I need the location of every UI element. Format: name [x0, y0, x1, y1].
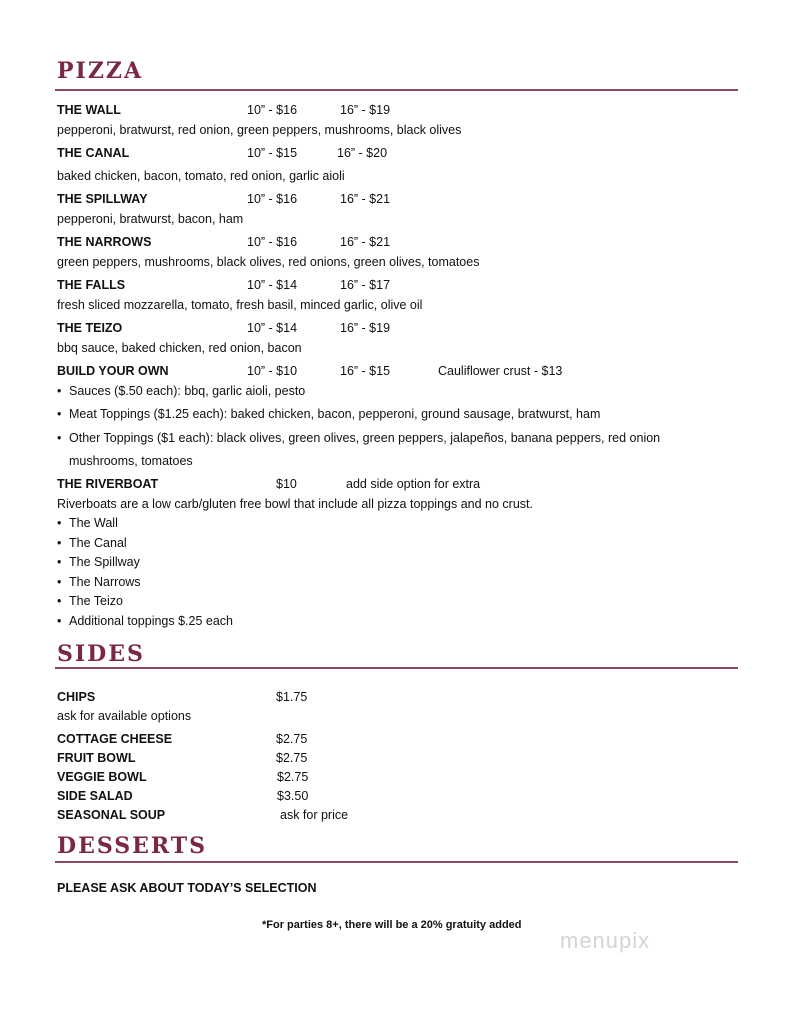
menu-item-name: SEASONAL SOUP	[57, 808, 166, 822]
menu-item-price: $10	[276, 477, 297, 491]
menu-item-price: $1.75	[276, 690, 308, 704]
menu-item-name: BUILD YOUR OWN	[57, 364, 169, 378]
list-item: • The Teizo	[57, 594, 123, 608]
price-16-inch: 16” - $19	[340, 321, 391, 335]
menu-item-name: THE FALLS	[57, 278, 126, 292]
list-item: • The Narrows	[57, 575, 141, 589]
bullet-icon: •	[57, 384, 62, 398]
desserts-note: PLEASE ASK ABOUT TODAY’S SELECTION	[57, 881, 317, 895]
menu-item-description: pepperoni, bratwurst, red onion, green peppers, mushrooms, black olives	[57, 123, 462, 137]
menu-item-price: $2.75	[277, 770, 309, 784]
pizza-heading: PIZZA	[57, 58, 144, 84]
menu-item-name: VEGGIE BOWL	[57, 770, 147, 784]
menu-item-name: THE NARROWS	[57, 235, 152, 249]
menu-item-description: pepperoni, bratwurst, bacon, ham	[57, 212, 244, 226]
menu-item-description: fresh sliced mozzarella, tomato, fresh basil, minced garlic, olive oil	[57, 298, 423, 312]
list-item: • Other Toppings ($1 each): black olives, green olives, green peppers, jalapeños, banana peppers, red onion	[57, 431, 661, 445]
menu-item-name: THE CANAL	[57, 146, 130, 160]
price-cauliflower-crust: Cauliflower crust - $13	[438, 364, 563, 378]
bullet-icon: •	[57, 614, 62, 628]
price-16-inch: 16” - $19	[340, 103, 391, 117]
desserts-heading: DESSERTS	[57, 833, 208, 859]
price-10-inch: 10” - $10	[247, 364, 298, 378]
menu-item-price: $2.75	[276, 732, 308, 746]
menu-item-name: FRUIT BOWL	[57, 751, 136, 765]
sides-heading: SIDES	[57, 641, 145, 667]
sides-divider	[55, 667, 738, 669]
price-16-inch: 16” - $17	[340, 278, 391, 292]
price-16-inch: 16” - $21	[340, 235, 391, 249]
price-10-inch: 10” - $16	[247, 103, 298, 117]
list-item: • The Wall	[57, 516, 118, 530]
bullet-icon: •	[57, 431, 62, 445]
menu-item-description: Riverboats are a low carb/gluten free bowl that include all pizza toppings and no crust.	[57, 497, 533, 511]
bullet-icon: •	[57, 407, 62, 421]
menu-item-price: ask for price	[280, 808, 349, 822]
menu-item-price: $3.50	[277, 789, 309, 803]
menu-item-description: ask for available options	[57, 709, 192, 723]
menu-item-name: THE WALL	[57, 103, 121, 117]
list-item: • Meat Toppings ($1.25 each): baked chicken, bacon, pepperoni, ground sausage, bratwurst, ham	[57, 407, 601, 421]
gratuity-note: *For parties 8+, there will be a 20% gratuity added	[262, 919, 522, 931]
menu-item-description: baked chicken, bacon, tomato, red onion, garlic aioli	[57, 169, 345, 183]
list-item: • Sauces ($.50 each): bbq, garlic aioli, pesto	[57, 384, 306, 398]
menupix-watermark: menupix	[560, 928, 651, 953]
menu-item-name: THE RIVERBOAT	[57, 477, 159, 491]
menu-item-name: SIDE SALAD	[57, 789, 133, 803]
menu-item-name: CHIPS	[57, 690, 96, 704]
price-16-inch: 16” - $21	[340, 192, 391, 206]
menu-item-name: THE SPILLWAY	[57, 192, 148, 206]
price-10-inch: 10” - $16	[247, 235, 298, 249]
side-option-note: add side option for extra	[346, 477, 481, 491]
list-item-continuation: mushrooms, tomatoes	[69, 454, 193, 468]
price-10-inch: 10” - $14	[247, 321, 298, 335]
list-item: • Additional toppings $.25 each	[57, 614, 234, 628]
menu-item-name: COTTAGE CHEESE	[57, 732, 173, 746]
price-10-inch: 10” - $15	[247, 146, 298, 160]
price-16-inch: 16” - $20	[337, 146, 388, 160]
menu-item-description: bbq sauce, baked chicken, red onion, bacon	[57, 341, 302, 355]
menu-item-name: THE TEIZO	[57, 321, 123, 335]
list-item: • The Canal	[57, 536, 127, 550]
menu-item-price: $2.75	[276, 751, 308, 765]
bullet-icon: •	[57, 555, 62, 569]
price-10-inch: 10” - $16	[247, 192, 298, 206]
bullet-icon: •	[57, 536, 62, 550]
menu-item-description: green peppers, mushrooms, black olives, red onions, green olives, tomatoes	[57, 255, 480, 269]
desserts-divider	[55, 861, 738, 863]
list-item: • The Spillway	[57, 555, 140, 569]
bullet-icon: •	[57, 516, 62, 530]
bullet-icon: •	[57, 594, 62, 608]
bullet-icon: •	[57, 575, 62, 589]
pizza-divider	[55, 89, 738, 91]
price-10-inch: 10” - $14	[247, 278, 298, 292]
price-16-inch: 16” - $15	[340, 364, 391, 378]
